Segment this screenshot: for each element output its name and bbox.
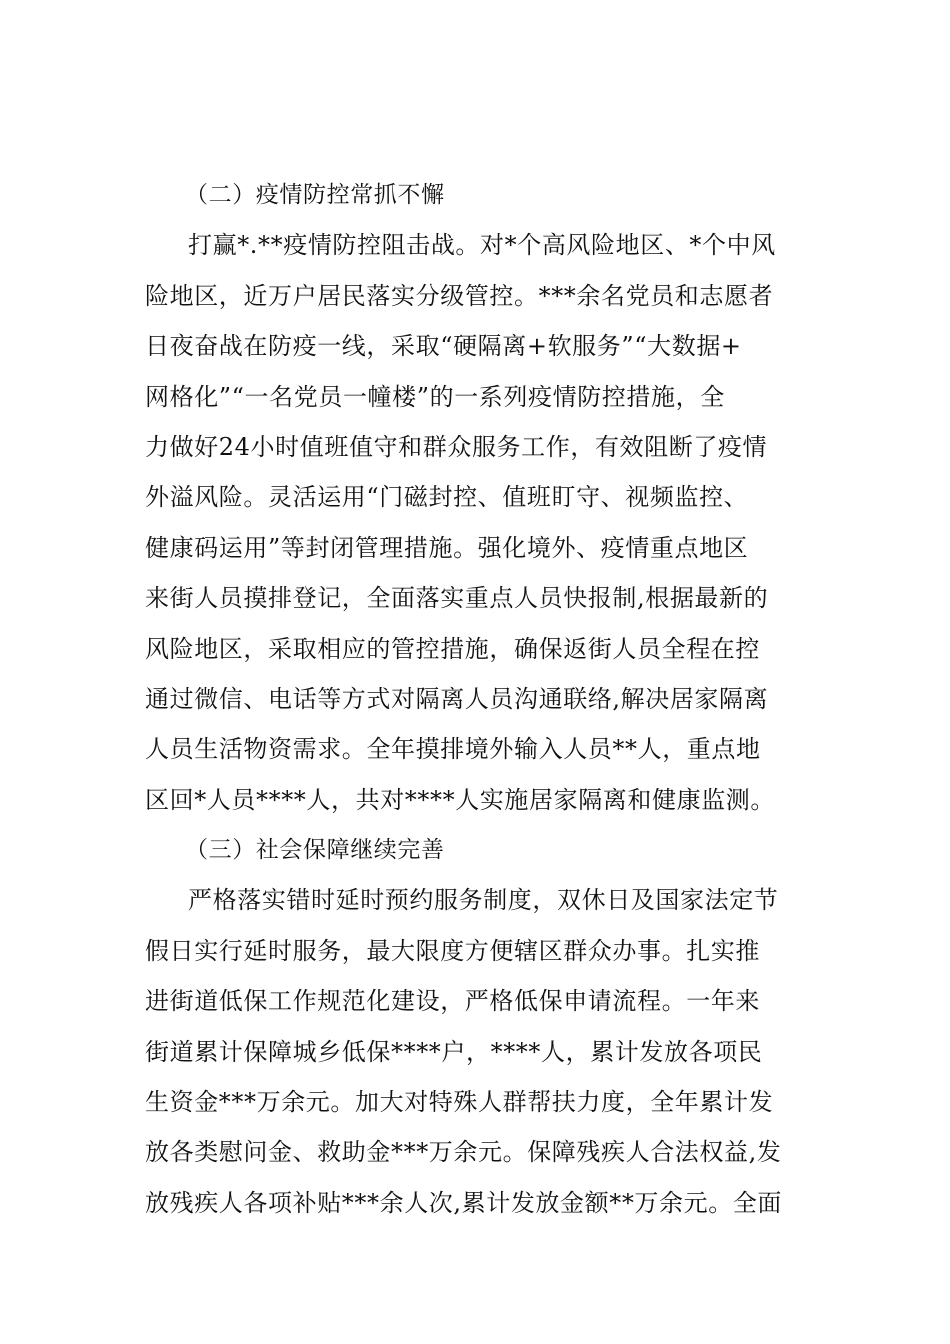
paragraph-line: 进街道低保工作规范化建设，严格低保申请流程。一年来: [145, 987, 760, 1016]
paragraph-line: 力做好24小时值班值守和群众服务工作，有效阻断了疫情: [145, 432, 768, 461]
paragraph-line: 放残疾人各项补贴***余人次,累计发放金额**万余元。全面: [145, 1188, 783, 1217]
paragraph-line: 日夜奋战在防疫一线，采取“硬隔离+软服务”“大数据+: [145, 332, 742, 361]
paragraph-line: 健康码运用”等封闭管理措施。强化境外、疫情重点地区: [145, 533, 749, 562]
paragraph-line: 生资金***万余元。加大对特殊人群帮扶力度，全年累计发: [145, 1088, 774, 1117]
paragraph-line: 严格落实错时延时预约服务制度，双休日及国家法定节: [188, 886, 779, 915]
paragraph-line: 街道累计保障城乡低保****户，****人，累计发放各项民: [145, 1037, 763, 1066]
paragraph-line: 区回*人员****人，共对****人实施居家隔离和健康监测。: [145, 785, 775, 814]
paragraph-epidemic: [145, 220, 807, 825]
section-heading-epidemic: （二）疫情防控常抓不懈: [185, 182, 445, 208]
paragraph-line: 来街人员摸排登记，全面落实重点人员快报制,根据最新的: [145, 584, 769, 613]
paragraph-line: 通过微信、电话等方式对隔离人员沟通联络,解决居家隔离: [145, 684, 769, 713]
paragraph-line: 打赢*.**疫情防控阻击战。对*个高风险地区、*个中风: [188, 231, 776, 260]
paragraph-line: 网格化”“一名党员一幢楼”的一系列疫情防控措施，全: [145, 382, 725, 411]
section-heading-social-security: （三）社会保障继续完善: [185, 837, 445, 864]
paragraph-line: 风险地区，采取相应的管控措施，确保返街人员全程在控: [145, 634, 760, 663]
paragraph-line: 外溢风险。灵活运用“门磁封控、值班盯守、视频监控、: [145, 483, 749, 512]
document-body: [145, 170, 807, 1228]
paragraph-line: 险地区，近万户居民落实分级管控。***余名党员和志愿者: [145, 281, 774, 310]
paragraph-line: 放各类慰问金、救助金***万余元。保障残疾人合法权益,发: [145, 1138, 782, 1167]
paragraph-line: 假日实行延时服务，最大限度方便辖区群众办事。扎实推: [145, 936, 760, 965]
paragraph-line: 人员生活物资需求。全年摸排境外输入人员**人，重点地: [145, 735, 761, 764]
paragraph-social-security: [145, 875, 807, 1228]
